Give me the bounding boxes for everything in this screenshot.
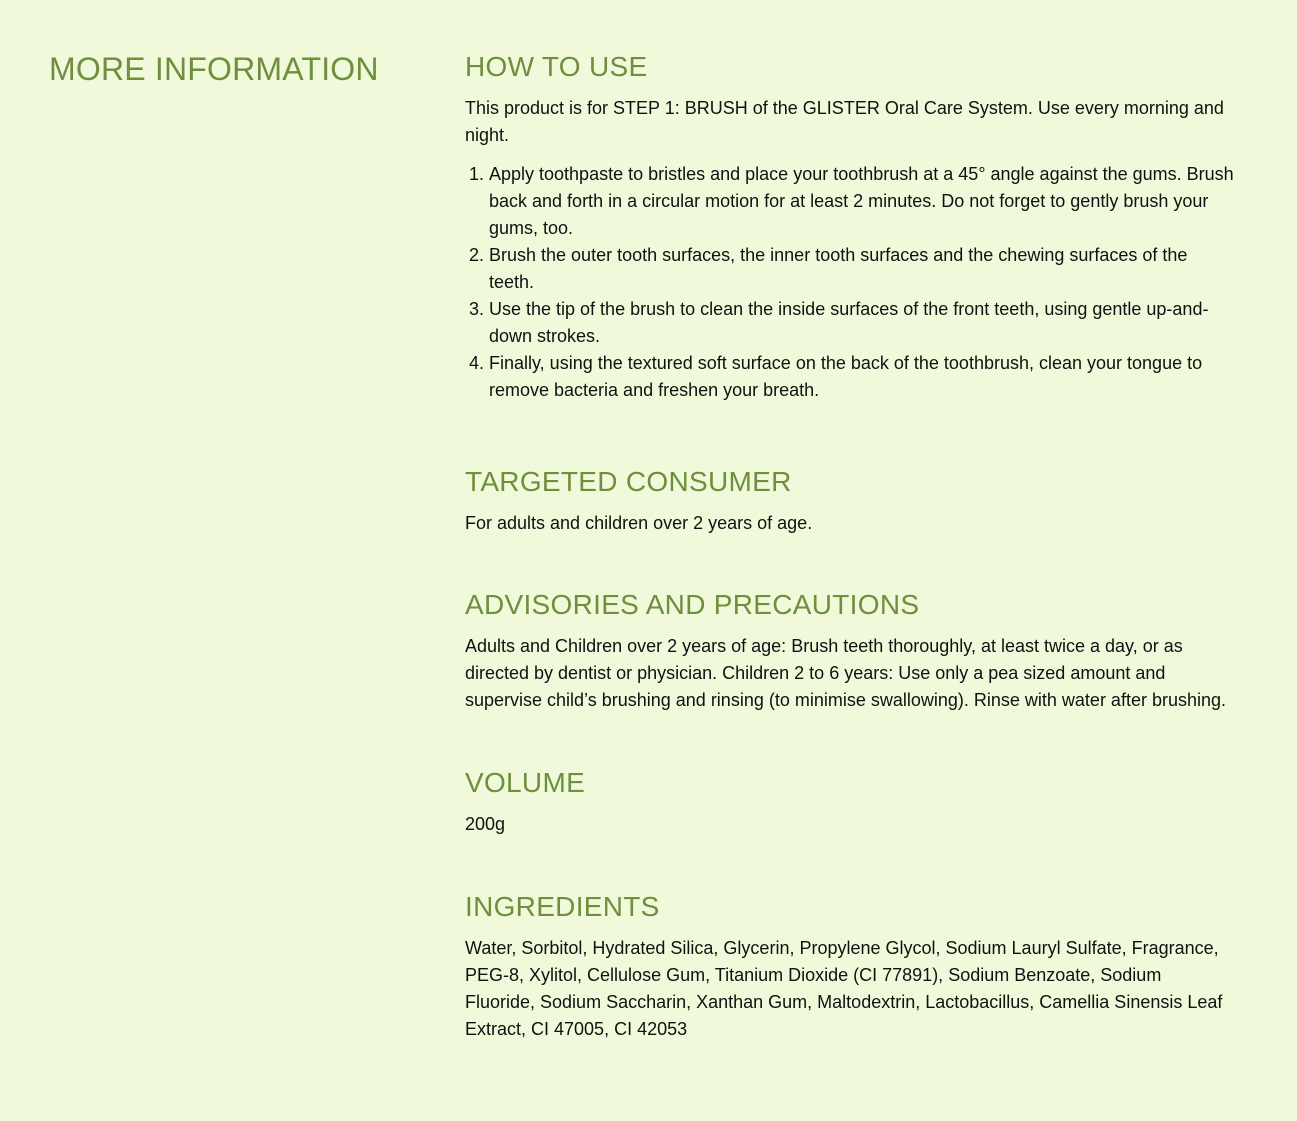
product-details (465, 49, 1235, 1043)
volume-section (465, 765, 1235, 838)
targeted-consumer-section (465, 464, 1235, 537)
ingredients-text: Water, Sorbitol, Hydrated Silica, Glycerin, Propylene Glycol, Sodium Lauryl Sulfate, Fragrance, PEG-8, Xylitol, Cellulose Gum, Titanium Dioxide (CI 77891), Sodium Benzoate, Sodium Fluoride, Sodium Saccharin, Xanthan Gum, Maltodextrin, Lactobacillus, Camellia Sinensis Leaf Extract, CI 47005, CI 42053 (465, 938, 1223, 1039)
volume-text: 200g (465, 814, 506, 834)
more-information-title: MORE INFORMATION (49, 51, 379, 87)
advisories-text: Adults and Children over 2 years of age: Brush teeth thoroughly, at least twice a day, or as directed by dentist or physician. Children 2 to 6 years: Use only a pea sized amount and supervise child’s brushing and rinsing (to minimise swallowing). Rinse with water after brushing. (465, 636, 1227, 710)
how-to-use-step: 1. Apply toothpaste to bristles and place your toothbrush at a 45° angle against the gums. Brush back and forth in a circular motion for at least 2 minutes. Do not forget to gently brush your gums, too. (489, 161, 1235, 242)
targeted-consumer-heading: TARGETED CONSUMER (465, 466, 792, 497)
how-to-use-intro: This product is for STEP 1: BRUSH of the GLISTER Oral Care System. Use every morning and night. (465, 98, 1224, 145)
volume-heading: VOLUME (465, 767, 586, 798)
how-to-use-heading: HOW TO USE (465, 51, 648, 82)
how-to-use-step: 2. Brush the outer tooth surfaces, the inner tooth surfaces and the chewing surfaces of the teeth. (489, 242, 1235, 296)
ingredients-heading: INGREDIENTS (465, 891, 660, 922)
advisories-heading: ADVISORIES AND PRECAUTIONS (465, 589, 920, 620)
advisories-section (465, 587, 1235, 714)
ingredients-section (465, 889, 1235, 1043)
targeted-consumer-text: For adults and children over 2 years of age. (465, 513, 813, 533)
how-to-use-step: 3. Use the tip of the brush to clean the inside surfaces of the front teeth, using gentle up-and-down strokes. (489, 296, 1235, 350)
how-to-use-section (465, 49, 1235, 404)
how-to-use-step: 4. Finally, using the textured soft surface on the back of the toothbrush, clean your tongue to remove bacteria and freshen your breath. (489, 350, 1235, 404)
how-to-use-steps (465, 161, 1235, 404)
